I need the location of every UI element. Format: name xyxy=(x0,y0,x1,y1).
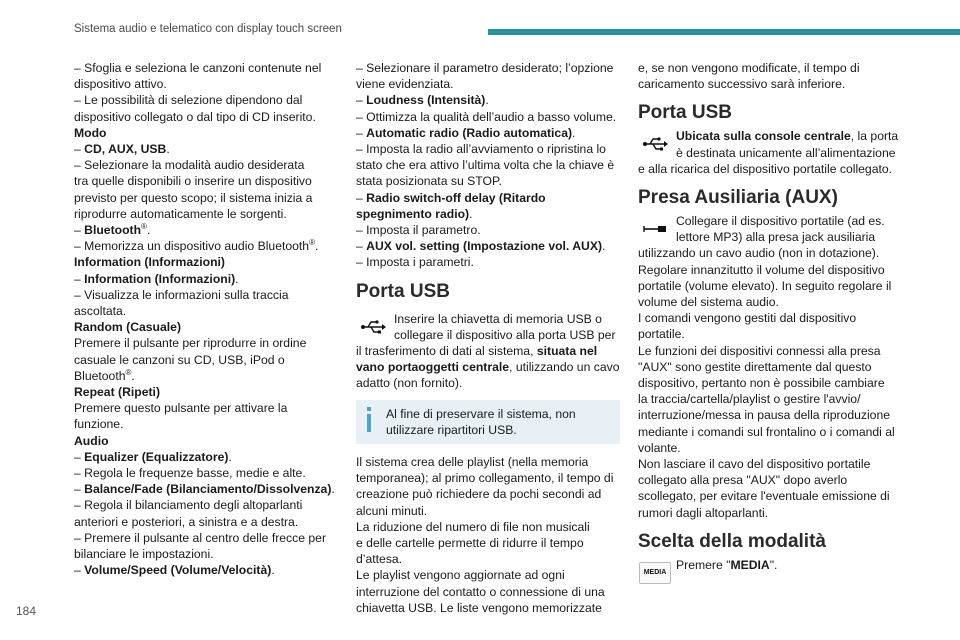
section-label-information: Information (Informazioni) xyxy=(74,255,225,270)
text-line: scollegato, per evitare l'eventuale emissione di xyxy=(638,489,890,504)
text-line: volume del sistema audio. xyxy=(638,295,779,310)
text-line: dispositivo attivo. xyxy=(74,77,167,92)
text-line: collegare il dispositivo alla porta USB per xyxy=(394,327,616,342)
text-line: – Regola le frequenze basse, medie e alte. xyxy=(74,466,306,481)
text-line: La riduzione del numero di file non musicali xyxy=(356,519,590,534)
media-button-icon xyxy=(638,559,672,587)
text-line: tra quelle disponibili o inserire un dispositivo xyxy=(74,174,312,189)
info-icon xyxy=(365,407,373,433)
usb-paragraph xyxy=(356,311,620,392)
text-line: – Volume/Speed (Volume/Velocità). xyxy=(74,563,275,578)
heading-presa-aux: Presa Ausiliaria (AUX) xyxy=(638,187,838,209)
text-line: – Memorizza un dispositivo audio Bluetooth®. xyxy=(74,238,319,254)
text-line: e alla ricarica del dispositivo portatile collegato. xyxy=(638,161,893,176)
text-line: anteriori e posteriori, a sinistra e a destra. xyxy=(74,514,299,529)
text-line: – Regola il bilanciamento degli altoparlanti xyxy=(74,498,303,513)
aux-paragraph xyxy=(638,213,902,521)
text-line: portatile (volume elevato). In seguito regolare il xyxy=(638,278,892,293)
text-line: è destinata unicamente all’alimentazione xyxy=(676,145,896,160)
text-line: – Loudness (Intensità). xyxy=(356,93,489,108)
text-line: vano portaoggetti centrale, utilizzando un cavo xyxy=(356,360,620,375)
text-line: – Le possibilità di selezione dipendono dal xyxy=(74,93,303,108)
text-line: – Radio switch-off delay (Ritardo xyxy=(356,190,546,205)
note-text: utilizzare ripartitori USB. xyxy=(386,422,517,437)
text-line: – Bluetooth®. xyxy=(74,221,151,238)
text-line: dispositivo, pertanto non è possibile cambiare xyxy=(638,376,885,391)
text-line: stata posizionata su STOP. xyxy=(356,174,502,189)
text-line: il trasferimento di dati al sistema, situata nel xyxy=(356,344,598,359)
text-line: creazione può richiedere da pochi secondi ad xyxy=(356,487,602,502)
text-line: – Ottimizza la qualità dell’audio a basso volume. xyxy=(356,109,617,124)
text-line: utilizzando un cavo audio (non in dotazione). xyxy=(638,246,880,261)
text-line: ascoltata. xyxy=(74,304,127,319)
text-line: dispositivo collegato o dal tipo di CD inserito. xyxy=(74,109,316,124)
text-line: Le playlist vengono aggiornate ad ogni xyxy=(356,568,565,583)
text-line: Regolare innanzitutto il volume del dispositivo xyxy=(638,262,885,277)
text-line: e delle cartelle permette di ridurre il tempo xyxy=(356,536,584,551)
text-line: riprodurre automaticamente le sorgenti. xyxy=(74,206,287,221)
text-line: Premere "MEDIA". xyxy=(676,557,778,572)
text-line: Inserire la chiavetta di memoria USB o xyxy=(394,311,602,326)
text-line: temporanea); al primo collegamento, il tempo di xyxy=(356,471,614,486)
text-line: lettore MP3) alla presa jack ausiliaria xyxy=(676,230,876,245)
text-line: collegato alla presa "AUX" dopo averlo xyxy=(638,473,848,488)
text-line: – Sfoglia e seleziona le canzoni contenute nel xyxy=(74,61,322,75)
section-label-repeat: Repeat (Ripeti) xyxy=(74,385,160,400)
usb-console-paragraph xyxy=(638,128,902,177)
text-line: – Premere il pulsante al centro delle frecce per xyxy=(74,530,327,545)
section-label-random: Random (Casuale) xyxy=(74,320,181,335)
column-2 xyxy=(356,60,620,616)
section-label-modo: Modo xyxy=(74,125,107,140)
text-line: spegnimento radio). xyxy=(356,206,473,221)
text-line: chiavetta USB. Le liste vengono memorizzate xyxy=(356,600,602,615)
text-line: Bluetooth®. xyxy=(74,367,135,383)
text-line: – Imposta il parametro. xyxy=(356,223,481,238)
text-line: rumori dagli altoparlanti. xyxy=(638,505,769,520)
text-line: – Visualizza le informazioni sulla traccia xyxy=(74,287,289,302)
text-line: Premere il pulsante per riprodurre in ordine xyxy=(74,336,307,351)
text-line: – Balance/Fade (Bilanciamento/Dissolvenza). xyxy=(74,482,335,497)
text-line: – Information (Informazioni). xyxy=(74,271,239,286)
text-line: Premere questo pulsante per attivare la xyxy=(74,401,288,416)
text-line: – Automatic radio (Radio automatica). xyxy=(356,125,576,140)
text-line: e, se non vengono modificate, il tempo di xyxy=(638,61,860,75)
text-line: – Imposta la radio all’avviamento o ripristina lo xyxy=(356,142,606,157)
text-line: funzione. xyxy=(74,417,124,432)
page-number: 184 xyxy=(16,604,37,618)
section-label-audio: Audio xyxy=(74,433,109,448)
text-line: – AUX vol. setting (Impostazione vol. AUX). xyxy=(356,239,606,254)
heading-scelta-modalita: Scelta della modalità xyxy=(638,530,826,552)
text-line: la traccia/cartella/playlist o gestire l'avvio/ xyxy=(638,392,861,407)
text-line: Non lasciare il cavo del dispositivo portatile xyxy=(638,457,871,472)
text-line: viene evidenziata. xyxy=(356,77,454,92)
text-line: interruzione del contatto o connessione di una xyxy=(356,584,605,599)
text-line: previsto per questo scopo; il sistema inizia a xyxy=(74,190,313,205)
text-line: stato che era attivo l’ultima volta che la chiave è xyxy=(356,158,615,173)
text-line: mediante i comandi sul frontalino o i comandi al xyxy=(638,424,895,439)
usb-icon xyxy=(356,313,390,341)
heading-porta-usb: Porta USB xyxy=(356,280,450,302)
text-line: portatile. xyxy=(638,327,685,342)
info-note xyxy=(356,400,620,444)
text-line: volante. xyxy=(638,440,681,455)
text-line: alcuni minuti. xyxy=(356,503,428,518)
heading-porta-usb-2: Porta USB xyxy=(638,102,732,124)
text-line: bilanciare le impostazioni. xyxy=(74,547,214,562)
usb-icon xyxy=(638,130,672,158)
text-line: Collegare il dispositivo portatile (ad es. xyxy=(676,214,885,229)
text-line: Le funzioni dei dispositivi connessi alla presa xyxy=(638,343,881,358)
text-line: – Equalizer (Equalizzatore). xyxy=(74,449,232,464)
text-line: interruzione/messa in pausa della riproduzione xyxy=(638,408,891,423)
text-line: – Imposta i parametri. xyxy=(356,255,474,270)
media-paragraph xyxy=(638,557,902,576)
text-line: "AUX" sono gestite direttamente dal questo xyxy=(638,359,872,374)
note-text: Al fine di preservare il sistema, non xyxy=(386,406,576,421)
text-line: I comandi vengono gestiti dal dispositivo xyxy=(638,311,857,326)
text-line: caricamento successivo sarà inferiore. xyxy=(638,77,846,92)
media-icon-label: MEDIA xyxy=(639,562,671,584)
column-1 xyxy=(74,60,336,579)
text-line: d’attesa. xyxy=(356,552,403,567)
text-line: Ubicata sulla console centrale, la porta xyxy=(676,129,899,144)
text-line: adatto (non fornito). xyxy=(356,376,463,391)
text-line: Il sistema crea delle playlist (nella memoria xyxy=(356,455,589,470)
aux-jack-icon xyxy=(638,215,672,243)
text-line: – CD, AUX, USB. xyxy=(74,142,170,157)
text-line: – Selezionare il parametro desiderato; l’opzione xyxy=(356,61,614,75)
header-accent-bar xyxy=(488,29,960,35)
column-3 xyxy=(638,60,902,576)
header-title: Sistema audio e telematico con display touch screen xyxy=(74,23,342,35)
text-line: casuale le canzoni su CD, USB, iPod o xyxy=(74,352,285,367)
text-line: – Selezionare la modalità audio desiderata xyxy=(74,158,305,173)
